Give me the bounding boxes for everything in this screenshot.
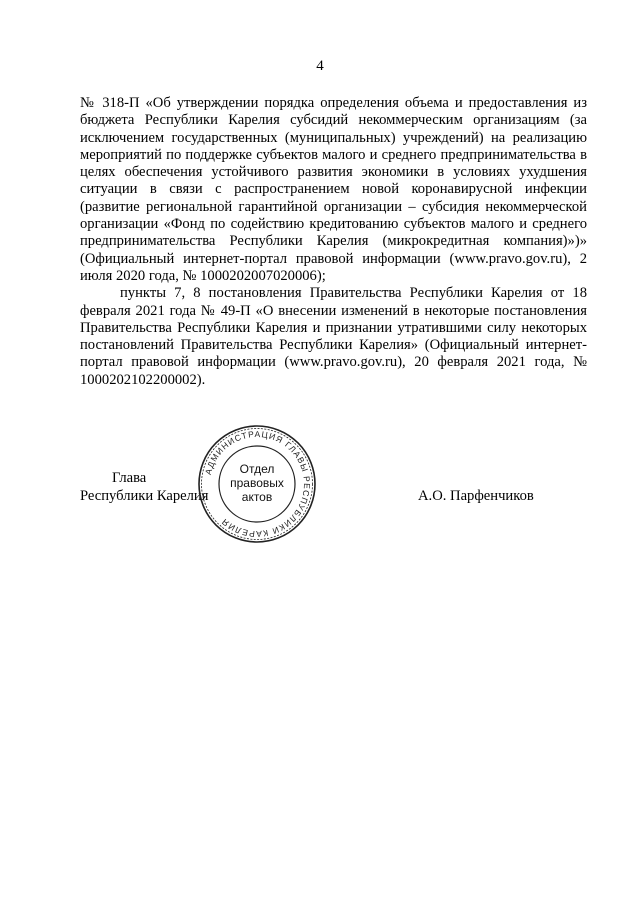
paragraph-resolution-318: № 318-П «Об утверждении порядка определения объема и предоставления из бюджета Республики Карелия субсидий некоммерческим организациям (за исключением государственных (муниципальных) учреждений) на реализацию мероприятий по поддержке субъектов малого и среднего предпринимательства в целях обеспечения устойчивого развития экономики в условиях ухудшения ситуации в связи с распространением новой коронавирусной инфекции (развитие региональной гарантийной организации – субсидия некоммерческой организации «Фонд по содействию кредитованию субъектов малого и среднего предпринимательства Республики Карелия (микрокредитная компания)»)» (Официальный интернет-портал правовой информации (www.pravo.gov.ru), 2 июля 2020 года, № 1000202007020006);: [80, 95, 587, 284]
official-stamp: [196, 423, 318, 545]
paragraph-resolution-49: пункты 7, 8 постановления Правительства Республики Карелия от 18 февраля 2021 года № 49-П «О внесении изменений в некоторые постановления Правительства Республики Карелия и признании утратившими силу некоторых постановлений Правительства Республики Карелия» (Официальный интернет-портал правовой информации (www.pravo.gov.ru), 20 февраля 2021 года, № 1000202102200002).: [80, 285, 587, 388]
document-body: [80, 95, 587, 389]
signature-block: [80, 470, 580, 530]
stamp-ring-text: АДМИНИСТРАЦИЯ ГЛАВЫ РЕСПУБЛИКИ КАРЕЛИЯ: [202, 428, 313, 540]
stamp-center-line-3: актов: [241, 490, 273, 504]
page-number: 4: [316, 58, 324, 74]
signatory-title-line-1: Глава: [112, 470, 147, 486]
signatory-title-line-2: Республики Карелия: [80, 488, 209, 504]
stamp-center-line-2: правовых: [230, 476, 284, 490]
stamp-center-line-1: Отдел: [239, 462, 275, 476]
signatory-name: А.О. Парфенчиков: [418, 488, 534, 504]
